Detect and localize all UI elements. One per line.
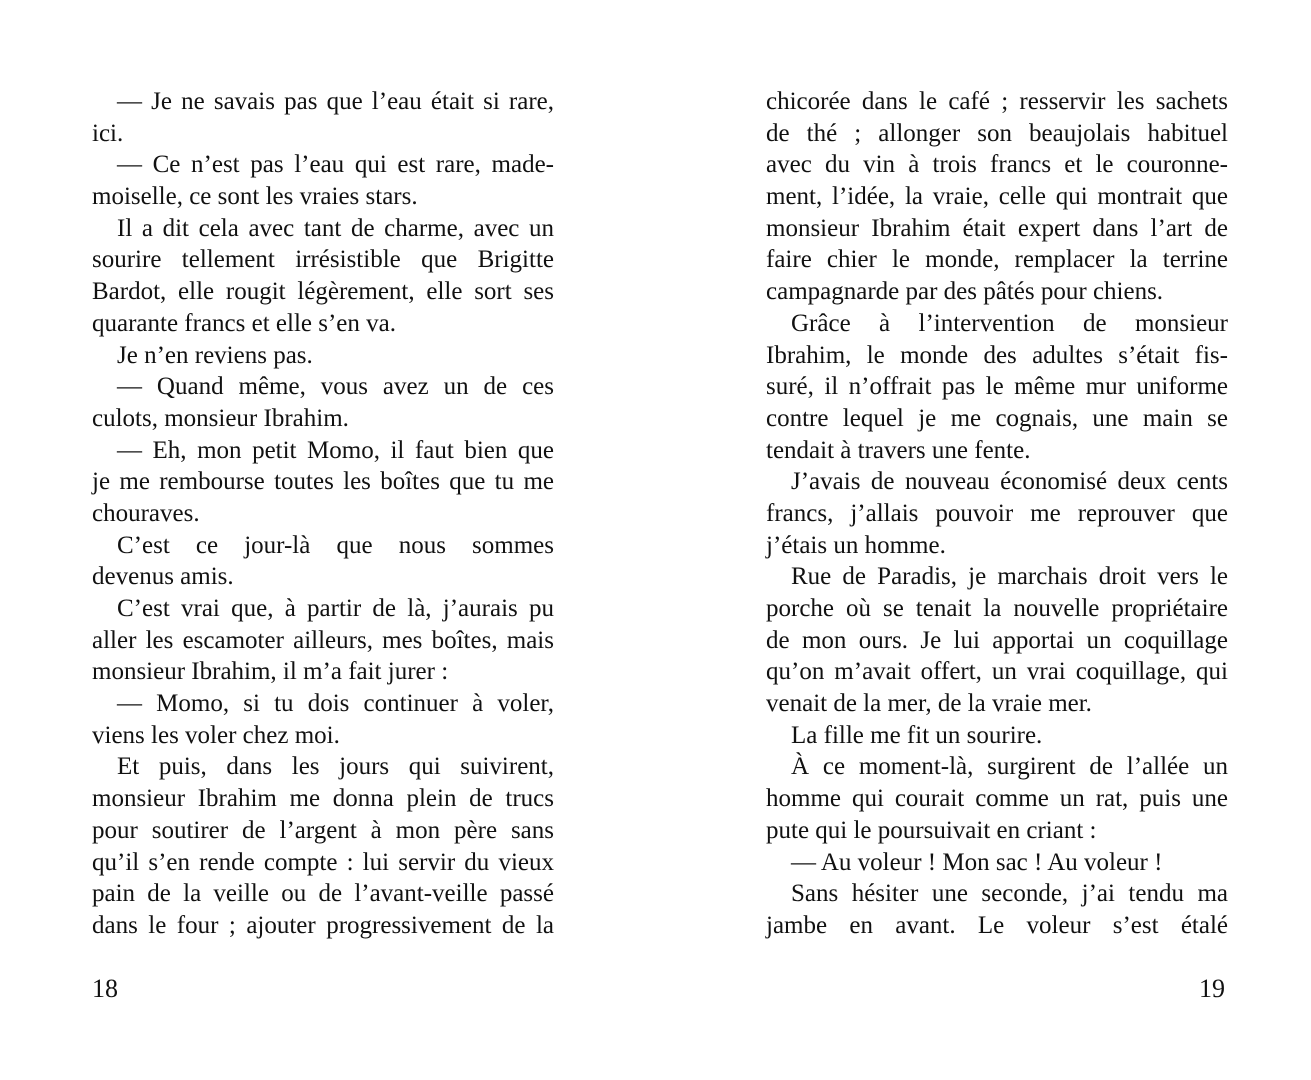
text-line: Et puis, dans les jours qui suivirent, [117, 753, 554, 781]
text-line: pour soutirer de l’argent à mon père sans [92, 816, 554, 844]
text-line: qu’il s’en rende compte : lui servir du vieux [92, 848, 554, 876]
text-line: — Eh, mon petit Momo, il faut bien que [117, 436, 554, 464]
text-line: sourire tellement irrésistible que Brigitte [92, 246, 554, 274]
text-line: viens les voler chez moi. [92, 721, 340, 749]
text-line: Il a dit cela avec tant de charme, avec un [117, 214, 554, 242]
text-line: devenus amis. [92, 563, 234, 591]
text-line: pain de la veille ou de l’avant-veille passé [92, 880, 554, 908]
text-line: j’étais un homme. [766, 531, 946, 559]
text-line: chicorée dans le café ; resservir les sachets [766, 88, 1228, 115]
text-line: Je n’en reviens pas. [117, 341, 313, 369]
text-line: francs, j’allais pouvoir me reprouver que [766, 499, 1228, 527]
text-line: À ce moment-là, surgirent de l’allée un [791, 753, 1228, 781]
text-line: venait de la mer, de la vraie mer. [766, 690, 1092, 718]
text-line: — Au voleur ! Mon sac ! Au voleur ! [791, 848, 1163, 876]
text-line: contre lequel je me cognais, une main se [766, 404, 1228, 432]
text-line: campagnarde par des pâtés pour chiens. [766, 278, 1164, 306]
text-line: ment, l’idée, la vraie, celle qui montrait que [766, 183, 1228, 211]
text-line: — Quand même, vous avez un de ces [117, 373, 554, 401]
right-page [655, 0, 1310, 1080]
text-line: de thé ; allonger son beaujolais habituel [766, 119, 1228, 147]
text-line: Ibrahim, le monde des adultes s’était fis- [766, 341, 1228, 369]
text-line: quarante francs et elle s’en va. [92, 309, 397, 337]
text-line: Rue de Paradis, je marchais droit vers le [791, 563, 1228, 591]
left-page-text [92, 86, 554, 942]
text-line: — Je ne savais pas que l’eau était si rare, [117, 88, 554, 115]
text-line: je me rembourse toutes les boîtes que tu me [92, 468, 554, 496]
text-line: Grâce à l’intervention de monsieur [791, 309, 1228, 337]
text-line: monsieur Ibrahim était expert dans l’art de [766, 214, 1228, 242]
left-page [0, 0, 655, 1080]
text-line: monsieur Ibrahim, il m’a fait jurer : [92, 658, 449, 686]
text-line: C’est vrai que, à partir de là, j’aurais pu [117, 595, 554, 622]
text-line: suré, il n’offrait pas le même mur uniforme [766, 373, 1228, 401]
text-line: monsieur Ibrahim me donna plein de trucs [92, 785, 554, 813]
text-line: — Momo, si tu dois continuer à voler, [117, 690, 554, 718]
text-line: C’est ce jour-là que nous sommes [117, 531, 554, 559]
text-line: faire chier le monde, remplacer la terrine [766, 246, 1228, 274]
text-line: La fille me fit un sourire. [791, 721, 1043, 749]
text-line: moiselle, ce sont les vraies stars. [92, 183, 418, 211]
text-line: tendait à travers une fente. [766, 436, 1031, 464]
text-line: homme qui courait comme un rat, puis une [766, 785, 1228, 813]
left-page-number: 18 [92, 974, 118, 1003]
text-line: Sans hésiter une seconde, j’ai tendu ma [791, 880, 1228, 908]
text-line: de mon ours. Je lui apportai un coquillage [766, 626, 1228, 654]
text-line: pute qui le poursuivait en criant : [766, 816, 1097, 844]
text-line: ici. [92, 119, 124, 147]
text-line: culots, monsieur Ibrahim. [92, 404, 349, 432]
text-line: avec du vin à trois francs et le couronne- [766, 151, 1228, 179]
right-page-text [766, 86, 1228, 942]
text-line: qu’on m’avait offert, un vrai coquillage, qui [766, 658, 1228, 686]
right-page-number: 19 [1199, 974, 1225, 1003]
text-line: porche où se tenait la nouvelle propriétaire [766, 595, 1228, 622]
text-line: — Ce n’est pas l’eau qui est rare, made- [117, 151, 554, 179]
text-line: dans le four ; ajouter progressivement de la [92, 911, 554, 939]
text-line: chouraves. [92, 499, 200, 527]
text-line: jambe en avant. Le voleur s’est étalé [766, 911, 1228, 939]
text-line: Bardot, elle rougit légèrement, elle sort ses [92, 278, 554, 306]
text-line: aller les escamoter ailleurs, mes boîtes, mais [92, 626, 554, 654]
text-line: J’avais de nouveau économisé deux cents [791, 468, 1228, 496]
